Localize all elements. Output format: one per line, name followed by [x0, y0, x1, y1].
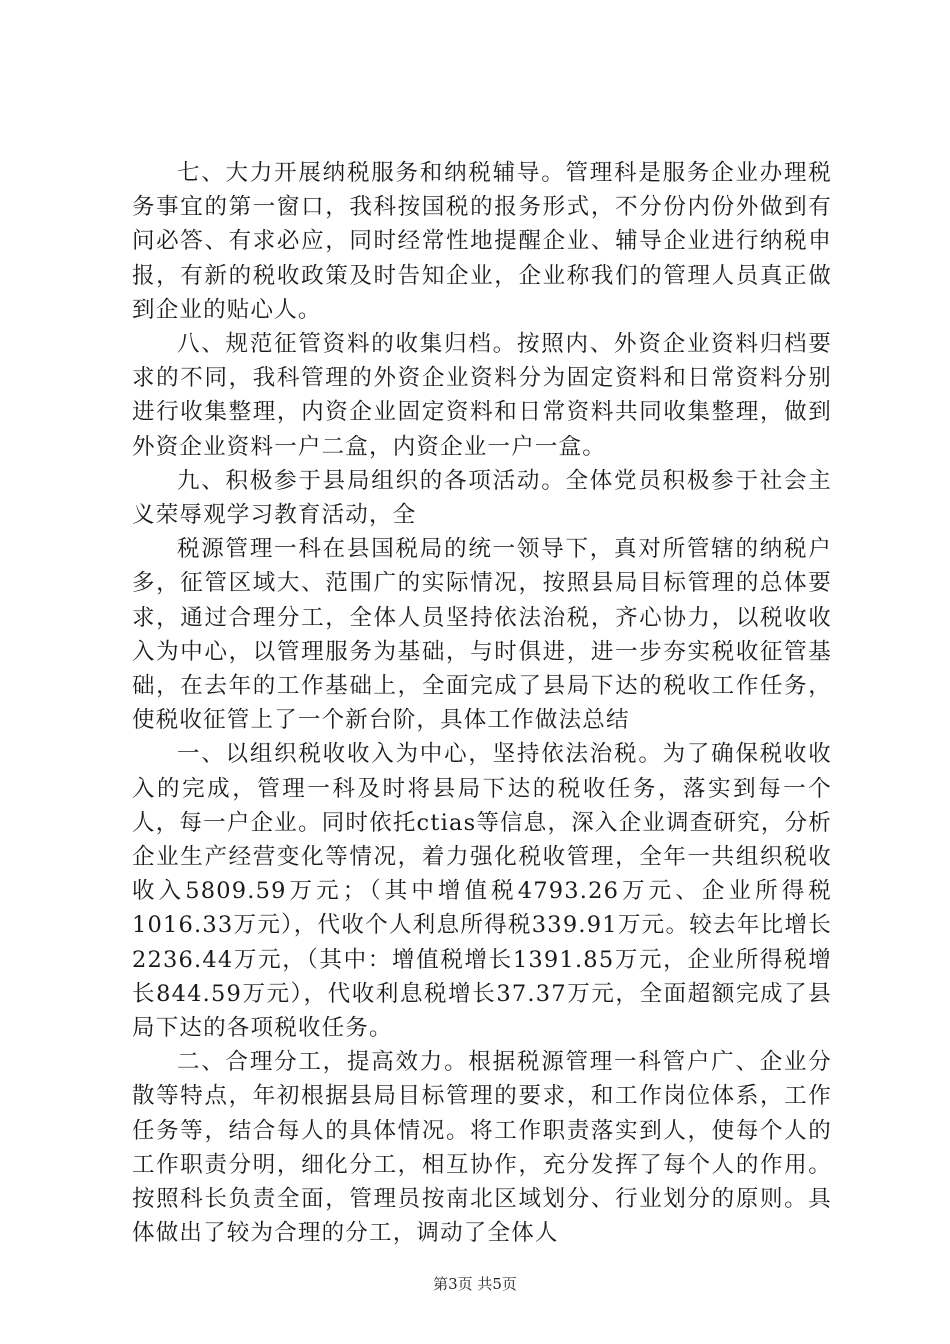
document-body	[132, 156, 832, 1251]
paragraph-division: 二、合理分工，提高效力。根据税源管理一科管户广、企业分散等特点，年初根据县局目标管理的要求，和工作岗位体系，工作任务等，结合每人的具体情况。将工作职责落实到人，使每个人的工作职责分明，细化分工，相互协作，充分发挥了每个人的作用。按照科长负责全面，管理员按南北区域划分、行业划分的原则。具体做出了较为合理的分工，调动了全体人	[132, 1049, 832, 1247]
paragraph-revenue: 一、以组织税收收入为中心，坚持依法治税。为了确保税收收入的完成，管理一科及时将县局下达的税收任务，落实到每一个人，每一户企业。同时依托ctias等信息，深入企业调查研究，分析企业生产经营变化等情况，着力强化税收管理，全年一共组织税收收入5809.59万元；（其中增值税4793.26万元、企业所得税1016.33万元），代收个人利息所得税339.91万元。较去年比增长2236.44万元，（其中：增值税增长1391.85万元，企业所得税增长844.59万元），代收利息税增长37.37万元，全面超额完成了县局下达的各项税收任务。	[132, 741, 832, 1042]
paragraph-archive: 八、规范征管资料的收集归档。按照内、外资企业资料归档要求的不同，我科管理的外资企业资料分为固定资料和日常资料分别进行收集整理，内资企业固定资料和日常资料共同收集整理，做到外资企业资料一户二盒，内资企业一户一盒。	[132, 331, 832, 460]
paragraph-activities: 九、积极参于县局组织的各项活动。全体党员积极参于社会主义荣辱观学习教育活动，全	[132, 467, 832, 529]
page-number-label: 第3页 共5页	[433, 1275, 517, 1293]
paragraph-service: 七、大力开展纳税服务和纳税辅导。管理科是服务企业办理税务事宜的第一窗口，我科按国税的报务形式，不分份内份外做到有问必答、有求必应，同时经常性地提醒企业、辅导企业进行纳税申报，有新的税收政策及时告知企业，企业称我们的管理人员真正做到企业的贴心人。	[132, 160, 832, 323]
page-footer	[0, 1273, 950, 1294]
paragraph-summary-intro: 税源管理一科在县国税局的统一领导下，真对所管辖的纳税户多，征管区域大、范围广的实际情况，按照县局目标管理的总体要求，通过合理分工，全体人员坚持依法治税，齐心协力，以税收收入为中心，以管理服务为基础，与时俱进，进一步夯实税收征管基础，在去年的工作基础上，全面完成了县局下达的税收工作任务，使税收征管上了一个新台阶，具体工作做法总结	[132, 536, 832, 734]
